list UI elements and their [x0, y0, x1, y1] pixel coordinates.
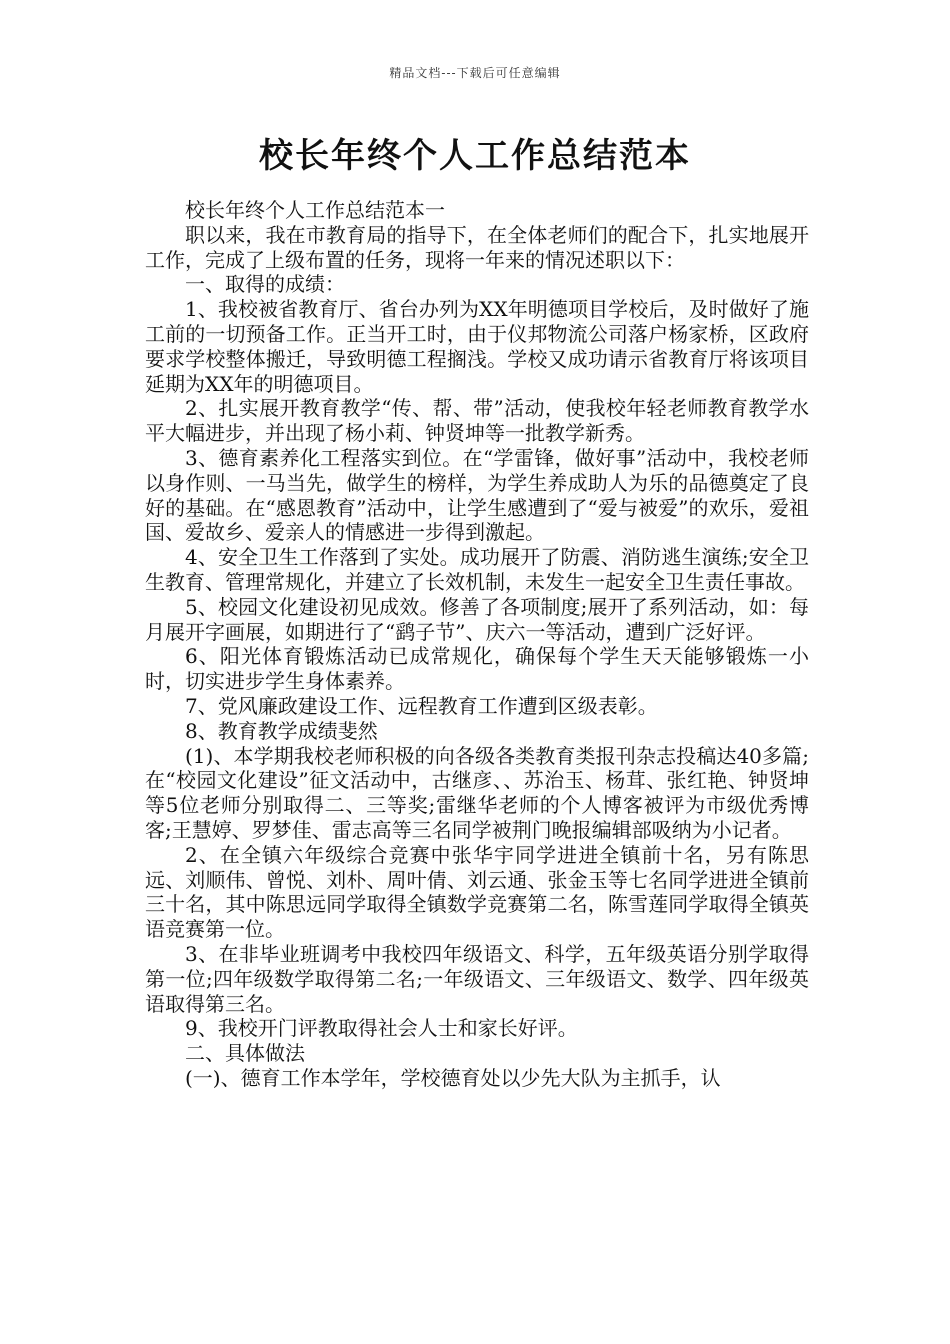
paragraph: 1、我校被省教育厅、省台办列为XX年明德项目学校后，及时做好了施工前的一切预备工作。正当开工时，由于仪邦物流公司落户杨家桥，区政府要求学校整体搬迁，导致明德工程搁浅。学校又成功请示省教育厅将该项目延期为XX年的明德项目。	[145, 297, 809, 396]
paragraph: 5、校园文化建设初见成效。修善了各项制度;展开了系列活动，如：每月展开字画展，如期进行了“鹞子节”、庆六一等活动，遭到广泛好评。	[145, 594, 809, 644]
paragraph: 6、阳光体育锻炼活动已成常规化，确保每个学生天天能够锻炼一小时，切实进步学生身体素养。	[145, 644, 809, 694]
paragraph: 2、扎实展开教育教学“传、帮、带”活动，使我校年轻老师教育教学水平大幅进步，并出现了杨小莉、钟贤坤等一批教学新秀。	[145, 396, 809, 446]
paragraph: 2、在全镇六年级综合竞赛中张华宇同学进进全镇前十名，另有陈思远、刘顺伟、曾悦、刘朴、周叶倩、刘云通、张金玉等七名同学进进全镇前三十名，其中陈思远同学取得全镇数学竞赛第二名，陈雪莲同学取得全镇英语竞赛第一位。	[145, 842, 809, 942]
paragraph: 二、具体做法	[185, 1041, 305, 1066]
paragraph: 3、德育素养化工程落实到位。在“学雷锋，做好事”活动中，我校老师以身作则、一马当先，做学生的榜样，为学生养成助人为乐的品德奠定了良好的基础。在“感恩教育”活动中，让学生感遭到了“爱与被爱”的欢乐，爱祖国、爱故乡、爱亲人的情感进一步得到激起。	[145, 445, 809, 545]
paragraph: 校长年终个人工作总结范本一	[185, 198, 445, 222]
header-note: 精品文档---下载后可任意编辑	[389, 66, 561, 80]
paragraph: (1)、本学期我校老师积极的向各级各类教育类报刊杂志投稿达40多篇;在“校园文化建设”征文活动中，古继彦、、苏治玉、杨茸、张红艳、钟贤坤等5位老师分别取得二、三等奖;雷继华老师的个人博客被评为市级优秀博客;王慧婷、罗梦佳、雷志高等三名同学被荆门晚报编辑部吸纳为小记者。	[145, 743, 809, 842]
paragraph: 4、安全卫生工作落到了实处。成功展开了防震、消防逃生演练;安全卫生教育、管理常规化，并建立了长效机制，未发生一起安全卫生责任事故。	[145, 545, 809, 594]
paragraph: 3、在非毕业班调考中我校四年级语文、科学，五年级英语分别学取得第一位;四年级数学取得第二名;一年级语文、三年级语文、数学、四年级英语取得第三名。	[145, 941, 809, 1016]
paragraph: 9、我校开门评教取得社会人士和家长好评。	[185, 1016, 578, 1041]
document-body	[145, 198, 809, 1091]
paragraph: 7、党风廉政建设工作、远程教育工作遭到区级表彰。	[185, 693, 658, 718]
paragraph: (一)、德育工作本学年，学校德育处以少先大队为主抓手，认	[185, 1065, 721, 1090]
paragraph: 职以来，我在市教育局的指导下，在全体老师们的配合下，扎实地展开工作，完成了上级布置的任务，现将一年来的情况述职以下：	[145, 222, 809, 272]
document-title: 校长年终个人工作总结范本	[259, 136, 691, 176]
paragraph: 8、教育教学成绩斐然	[185, 718, 378, 743]
paragraph: 一、取得的成绩：	[185, 272, 345, 297]
